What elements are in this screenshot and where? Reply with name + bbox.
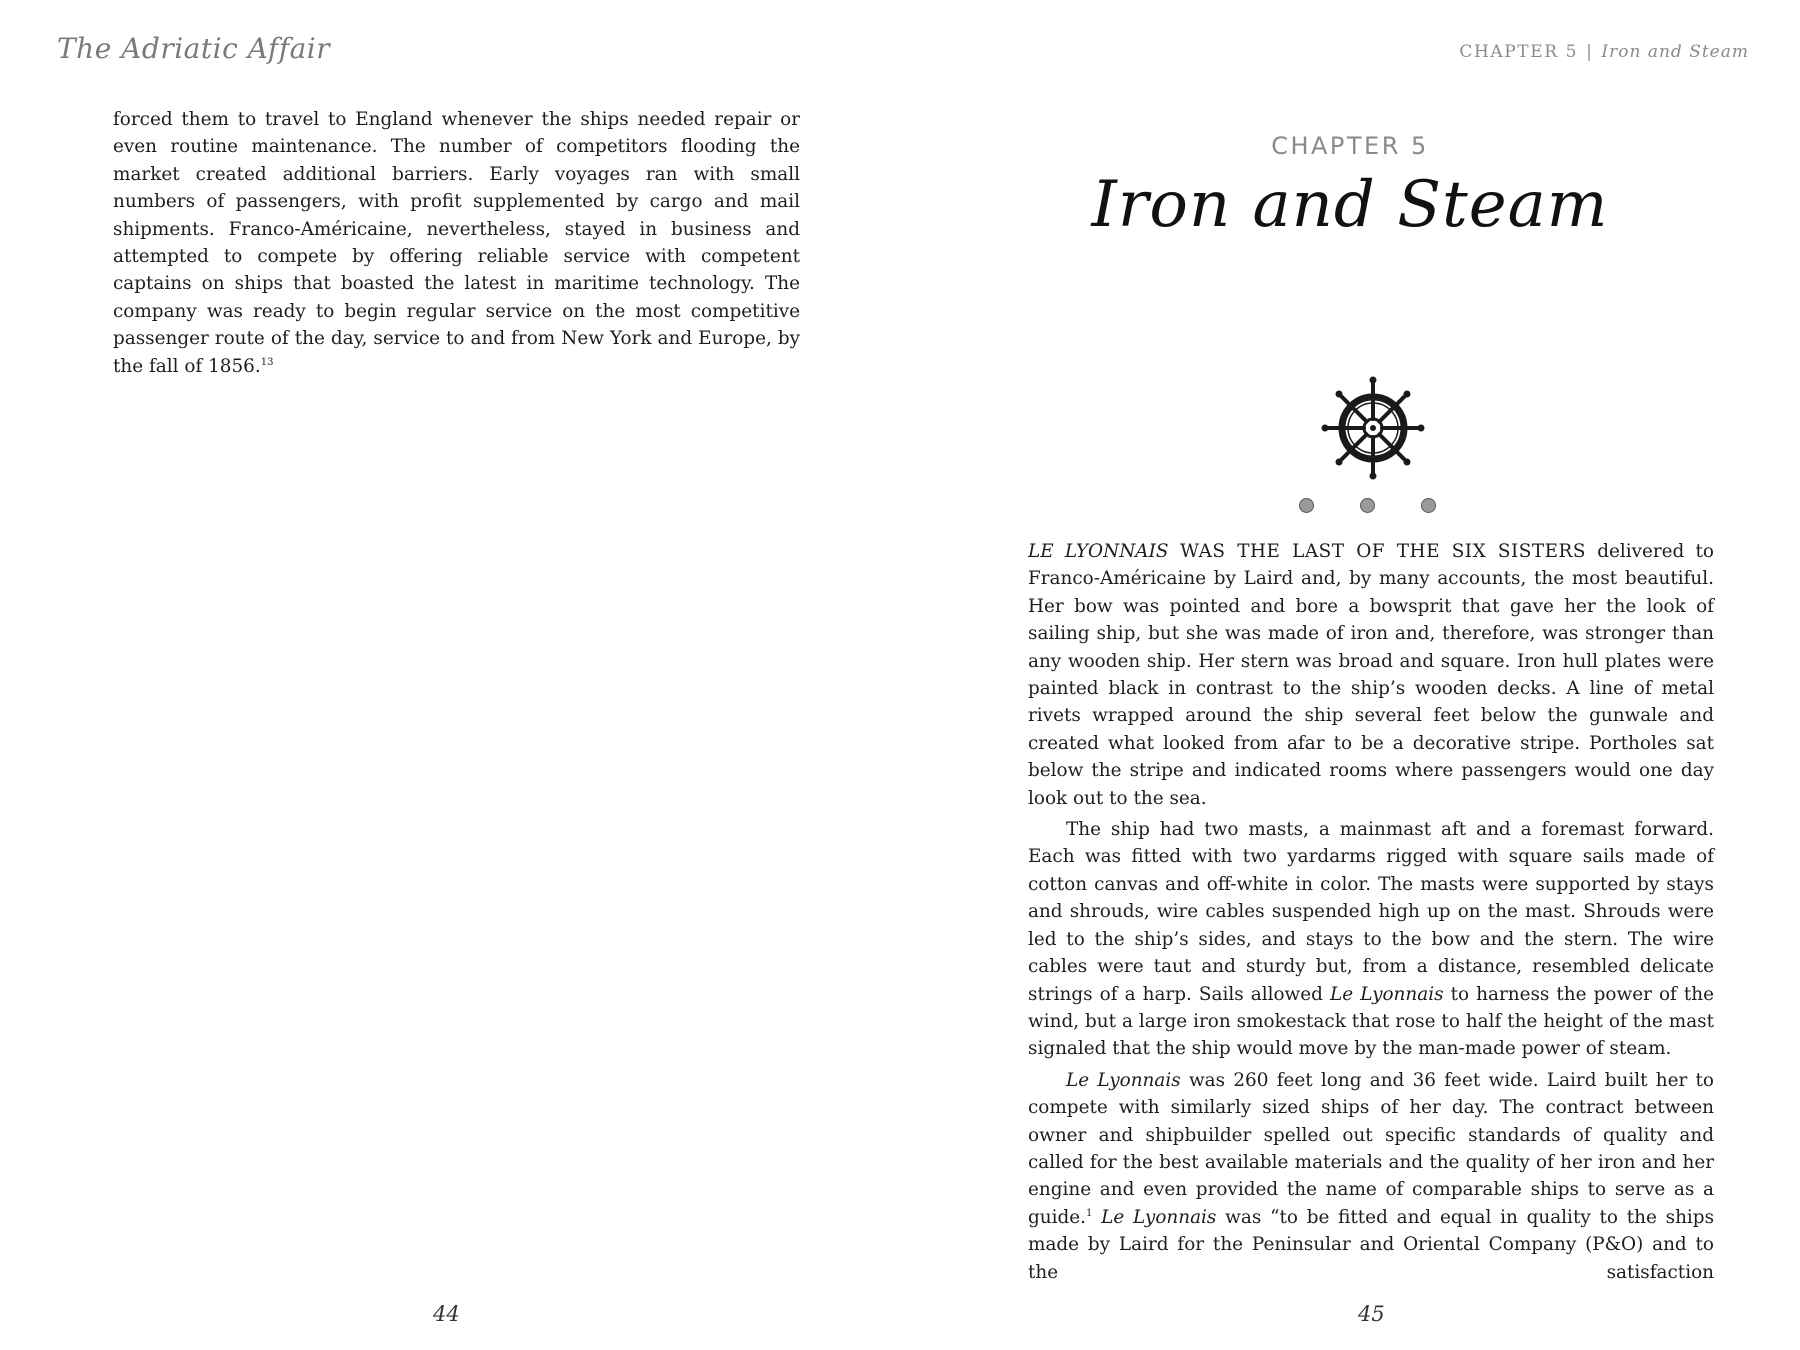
book-title-running-head: The Adriatic Affair: [57, 32, 331, 65]
paragraph-text: was “to be fitted and equal in quality to the ships made by Laird for the Peninsular and Oriental Company (P&O) and to the satisfaction: [1028, 1206, 1715, 1283]
paragraph-1: [1028, 538, 1714, 812]
left-paragraph: [113, 106, 800, 380]
divider-dot: [1299, 498, 1314, 513]
divider-dot: [1360, 498, 1375, 513]
ship-name-italic: LE LYONNAIS: [1028, 541, 1169, 562]
text-line: passengers, with profit supplemented by cargo and mail shipments.: [113, 191, 800, 240]
text-line: to begin regular service on the most competitive passenger route of the: [113, 300, 800, 350]
text-line: routine maintenance. The number of competitors flooding the market: [113, 136, 800, 185]
section-dots-divider: [1299, 498, 1447, 514]
chapter-number: CHAPTER 5: [1271, 132, 1429, 160]
opening-caps: WAS THE LAST OF THE SIX SISTERS: [1168, 541, 1586, 562]
text-line: Franco-Américaine, nevertheless, stayed in business and attempted to: [113, 218, 800, 268]
right-page-body: [1028, 538, 1714, 1290]
running-head-title: Iron and Steam: [1601, 42, 1749, 62]
text-line: compete by offering reliable service with competent captains on ships: [113, 246, 800, 295]
paragraph-text: was 260 feet long and 36 feet wide. Laird built her to compete with similarly sized ships of her day. The contract between owner and shipbuilder spelled out specific standards of quality and called for the best available materials and the quality of her iron and her engine and even provided the name of comparable ships to serve as a guide.: [1028, 1069, 1714, 1228]
paragraph-text: to harness the power of the wind, but a large iron smokestack that rose to half the height of the mast signaled that the ship would move by the man-made power of steam.: [1028, 983, 1715, 1060]
running-head-chapter: CHAPTER 5: [1459, 42, 1579, 62]
ship-name-italic: Le Lyonnais: [1066, 1069, 1181, 1091]
footnote-reference[interactable]: 1: [1086, 1207, 1093, 1219]
right-page: [900, 0, 1800, 1350]
page-number: 44: [433, 1302, 460, 1326]
paragraph-3: [1028, 1067, 1714, 1286]
footnote-reference[interactable]: 13: [260, 356, 274, 368]
text-line: created additional barriers. Early voyages ran with small numbers of: [113, 163, 800, 213]
chapter-running-head: [1459, 42, 1749, 62]
divider-dot: [1421, 498, 1436, 513]
ship-name-italic: Le Lyonnais: [1092, 1206, 1217, 1228]
paragraph-2: [1028, 816, 1714, 1063]
running-head-separator: |: [1586, 42, 1594, 62]
page-number: 45: [1358, 1302, 1385, 1326]
chapter-title: Iron and Steam: [1091, 168, 1609, 242]
text-line: day, service to and from New York and Europe, by the fall of 1856.: [113, 328, 800, 377]
text-line: forced them to travel to England whenever the ships needed repair or even: [113, 109, 800, 158]
left-page-body: [113, 106, 800, 380]
ships-wheel-icon: [1318, 373, 1428, 483]
paragraph-text: delivered to Franco-Américaine by Laird and, by many accounts, the most beautiful. Her bow was pointed and bore a bowsprit that gave her the look of sailing ship, but she was made of iron and, therefore, was stronger than any wooden ship. Her stern was broad and square. Iron hull plates were painted black in contrast to the ship’s wooden decks. A line of metal rivets wrapped around the ship several feet below the gunwale and created what looked from afar to be a decorative stripe. Portholes sat below the stripe and indicated rooms where passengers would one day look out to the sea.: [1028, 541, 1715, 809]
ship-name-italic: Le Lyonnais: [1330, 983, 1444, 1005]
paragraph-text: The ship had two masts, a mainmast aft and a foremast forward. Each was fitted with two yardarms rigged with square sails made of cotton canvas and off-white in color. The masts were supported by stays and shrouds, wire cables suspended high up on the mast. Shrouds were led to the ship’s sides, and stays to the bow and the stern. The wire cables were taut and sturdy but, from a distance, resembled delicate strings of a harp. Sails allowed: [1028, 819, 1714, 1005]
text-line: that boasted the latest in maritime technology. The company was ready: [113, 273, 800, 322]
